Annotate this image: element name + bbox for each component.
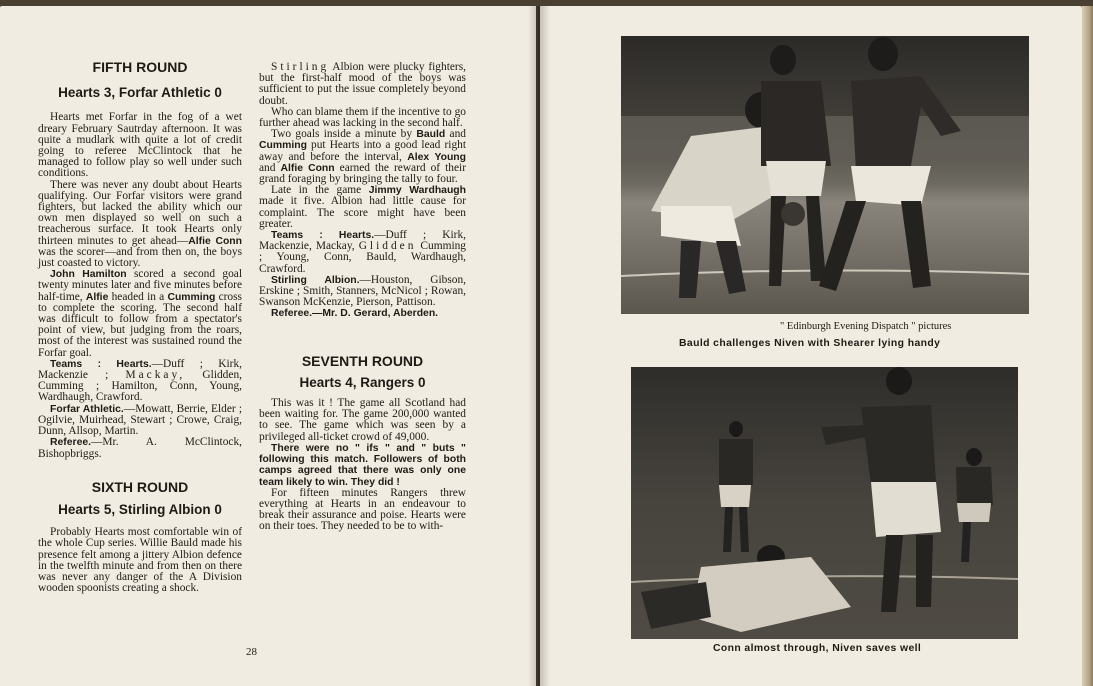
fifth-round-result: Hearts 3, Forfar Athletic 0 <box>58 85 222 101</box>
fifth-round-referee: Referee.—Mr. A. McClintock, Bishopbriggs. <box>38 436 242 460</box>
right-text-column <box>259 0 466 533</box>
fifth-round-forfar-team: Forfar Athletic.—Mowatt, Berrie, Elder ; Ogilvie, Muirhead, Stewart ; Crowe, Craig, Dunn, Allsop, Martin. <box>38 402 242 438</box>
fifth-round-teams: Teams : Hearts.—Duff ; Kirk, Mackenzie ; Mackay, Glidden, Cumming ; Hamilton, Conn, Young, Wardhaugh, Crawford. <box>38 357 242 404</box>
seventh-round-paragraph-1: This was it ! The game all Scotland had been waiting for. The game 200,000 wanted to see. The game which was seen by a privileged all-ticket crowd of 49,000. <box>259 397 466 443</box>
sixth-round-paragraph-4: Two goals inside a minute by Bauld and Cumming put Hearts into a good lead right away and before the interval, Alex Young and Alfie Conn earned the reward of their grand foraging by bringing the tally to four. <box>259 128 467 186</box>
sixth-round-heading: SIXTH ROUND <box>91 478 189 495</box>
photo-credit: " Edinburgh Evening Dispatch " pictures <box>780 321 952 332</box>
left-column <box>38 59 242 595</box>
sixth-round-paragraph-1: Probably Hearts most comfortable win of the whole Cup series. Willie Bauld made his presence felt among a jittery Albion defence in the twelfth minute and from then on there was never any danger of the A Division wooden spoonists creating a shock. <box>38 526 242 595</box>
sixth-round-paragraph-2: Stirling Albion were plucky fighters, but the first-half mood of the boys was sufficient to put the issue completely beyond doubt. <box>259 61 466 107</box>
sixth-round-paragraph-3: Who can blame them if the incentive to go further ahead was lacking in the second half. <box>259 105 466 130</box>
photo-bauld-challenges-niven <box>621 36 1029 314</box>
photo-caption-2: Conn almost through, Niven saves well <box>713 643 922 654</box>
seventh-round-heading: SEVENTH ROUND <box>301 352 424 369</box>
fifth-round-heading: FIFTH ROUND <box>92 59 188 75</box>
sixth-round-paragraph-5: Late in the game Jimmy Wardhaugh made it five. Albion had little cause for complaint. The score might have been greater. <box>259 184 466 230</box>
fifth-round-paragraph-3: John Hamilton scored a second goal twenty minutes later and five minutes before half-time, Alfie headed in a Cumming cross to complete the scoring. The second half was difficult to follow from a spectator's point of view, but judging from the roars, most of the interest was sustained round the Forfar goal. <box>38 268 242 359</box>
fifth-round-paragraph-1: Hearts met Forfar in the fog of a wet dreary February Sautrday afternoon. It was quite a mudlark with quite a lot of credit going to referee McClintock that he managed to follow play so well under such conditions. <box>38 111 242 180</box>
photo-caption-1: Bauld challenges Niven with Shearer lying handy <box>679 338 941 349</box>
fifth-round-paragraph-2: There was never any doubt about Hearts qualifying. Our Forfar visitors were grand fighters, but lacked the ability which our own men displayed so well on such a treacherous surface. It took Hearts only thirteen minutes to get ahead—Alfie Conn was the scorer—and from then on, the boys just coasted to victory. <box>38 178 242 270</box>
page-edge <box>1082 6 1093 686</box>
page-number: 28 <box>246 646 257 658</box>
sixth-round-teams: Teams : Hearts.—Duff ; Kirk, Mackenzie, Mackay, Glidden Cumming ; Young, Conn, Bauld, Wardhaugh, Crawford. <box>259 229 466 275</box>
sixth-round-referee: Referee.—Mr. D. Gerard, Aberden. <box>271 308 439 320</box>
sixth-round-result: Hearts 5, Stirling Albion 0 <box>58 501 222 517</box>
seventh-round-result: Hearts 4, Rangers 0 <box>299 374 426 390</box>
seventh-round-paragraph-2: There were no " ifs " and " buts " following this match. Followers of both camps agreed that there was only one team likely to win. They did ! <box>259 442 466 488</box>
seventh-round-paragraph-3: For fifteen minutes Rangers threw everything at Hearts in an endeavour to break their assurance and poise. Hearts were on their toes. They needed to be to with- <box>259 486 466 533</box>
sixth-round-stirling-team: Stirling Albion.—Houston, Gibson, Erskine ; Smith, Stanners, McNicol ; Rowan, Swanson McKenzie, Pierson, Pattison. <box>259 273 467 309</box>
book-gutter <box>528 6 550 686</box>
photo-conn-almost-through <box>631 367 1018 639</box>
